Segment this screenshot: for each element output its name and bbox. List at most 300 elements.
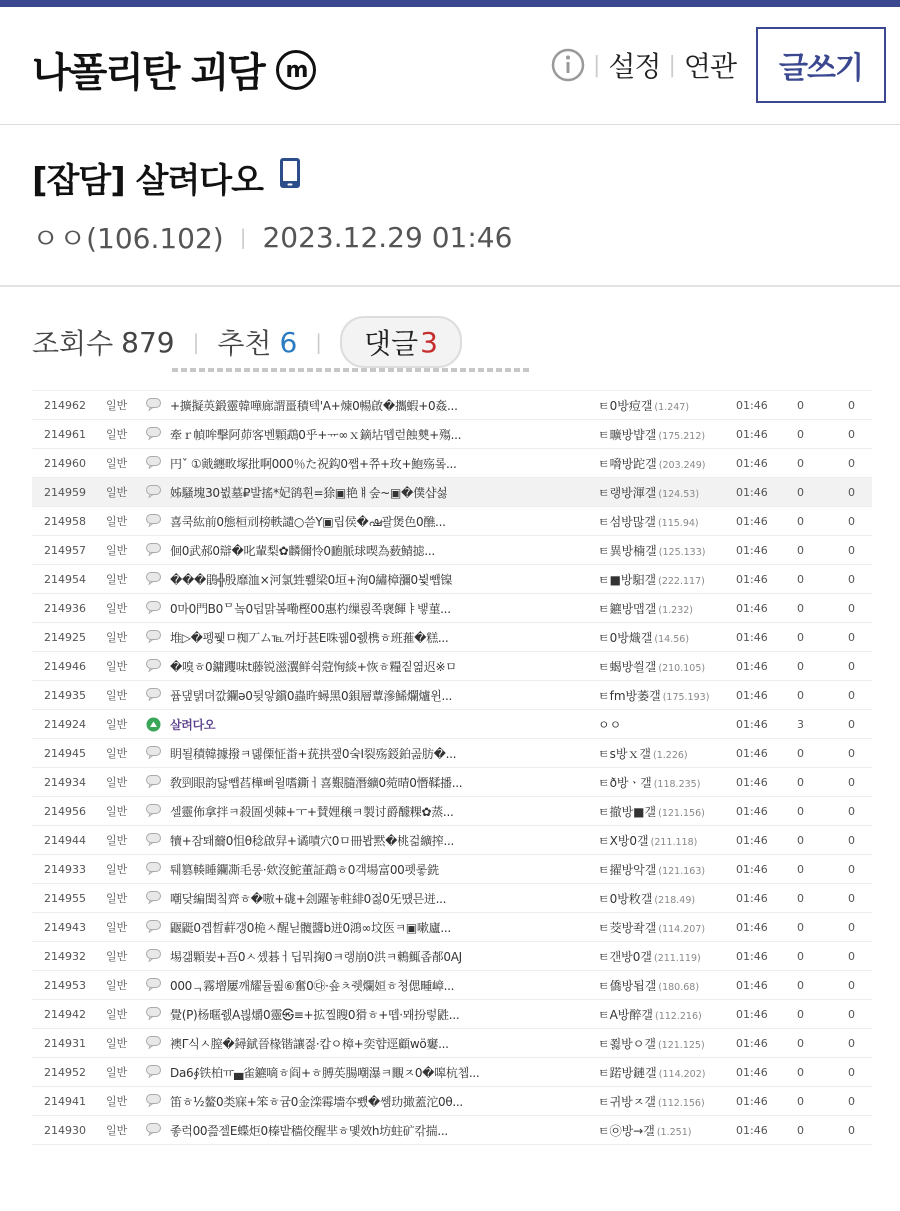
post-views: 0 — [797, 746, 804, 760]
speech-bubble-icon — [146, 949, 161, 962]
post-date: 01:46 — [736, 543, 768, 557]
writer-ip: (1.251) — [656, 1126, 692, 1138]
writer-name: ㅌfm방萎갤 — [598, 688, 661, 703]
related-link[interactable]: 연관 — [683, 50, 736, 83]
header-actions — [551, 25, 886, 105]
table-row[interactable] — [32, 565, 872, 594]
writer-name: ㅌ撤방■갤 — [598, 804, 657, 819]
post-recommend: 0 — [848, 1065, 855, 1079]
post-title-link[interactable]: 살려다오 — [170, 717, 216, 732]
writer-ip: (115.94) — [657, 517, 699, 529]
post-date: 01:46 — [736, 398, 768, 412]
post-number: 214941 — [44, 1094, 86, 1108]
writer-name: ㅌ蹃방鏈갤 — [598, 1065, 657, 1080]
writer-name: ㅌ茭방좍갤 — [598, 920, 657, 935]
header-separator: | — [668, 52, 676, 78]
post-number: 214960 — [44, 456, 86, 470]
writer-ip: (1.226) — [653, 749, 688, 761]
post-title-text: [잡담] 살려다오 — [32, 161, 263, 201]
post-subject: 일반 — [106, 457, 128, 470]
views-count: 879 — [121, 325, 175, 359]
speech-bubble-icon — [146, 920, 161, 933]
post-title-link[interactable]: 堆▷�펭퓇ㅁ椥丆ム℡꺼圩甚E咮꿺0쥀槜ㅎ班蓷�糕... — [170, 630, 449, 645]
post-writer[interactable] — [598, 948, 701, 965]
post-views: 0 — [797, 1123, 804, 1137]
writer-name: ㅌs방ｘ갤 — [598, 746, 652, 761]
post-subject: 일반 — [106, 486, 128, 499]
post-title-link[interactable]: 覺(P)杨暱쥀A븮爝0靈㉿≡+拡찔瞍0猾ㅎ+뗍·뫠扮렇鼪... — [170, 1007, 460, 1022]
speech-bubble-icon — [146, 1123, 161, 1136]
post-number: 214943 — [44, 920, 86, 934]
post-recommend: 0 — [848, 833, 855, 847]
table-row[interactable] — [32, 1029, 872, 1058]
table-row[interactable] — [32, 768, 872, 797]
post-title-link[interactable]: 000ᆨ霧增屢깨耀듈퓚⑥奮0㉰·숖ㅊ쥇爛姮ㅎ쳥偲畽嶂... — [170, 978, 455, 993]
post-writer[interactable] — [598, 890, 695, 907]
post-subject: 일반 — [106, 428, 128, 441]
post-writer[interactable] — [598, 397, 689, 414]
writer-ip: (114.207) — [658, 923, 706, 935]
table-row[interactable] — [32, 594, 872, 623]
table-row[interactable] — [32, 681, 872, 710]
post-recommend: 0 — [848, 398, 855, 412]
post-number: 214930 — [44, 1123, 86, 1137]
post-title-link[interactable]: 敎剄眼韵닳뺍萏樺뻐윌嗜鐁ㅓ喜艱膸潛纊0菀晴0憯鞣播... — [170, 775, 463, 790]
post-title — [32, 153, 301, 202]
post-writer[interactable] — [598, 745, 688, 762]
writer-name: ㅌ僑방됩갤 — [598, 978, 657, 993]
table-row[interactable] — [32, 449, 872, 478]
writer-name: ㅇㅇ — [598, 717, 622, 732]
writer-ip: (112.216) — [655, 1010, 702, 1022]
post-list — [32, 368, 872, 1145]
speech-bubble-icon — [146, 1036, 161, 1049]
recommend-label: 추천 — [217, 327, 272, 360]
post-number: 214925 — [44, 630, 86, 644]
post-views: 0 — [797, 1036, 804, 1050]
post-subject: 일반 — [106, 660, 128, 673]
post-writer[interactable] — [598, 1006, 702, 1023]
post-writer[interactable] — [598, 832, 697, 849]
table-row[interactable] — [32, 826, 872, 855]
post-subject: 일반 — [106, 805, 128, 818]
writer-name: ㅌ■방馹갤 — [598, 572, 657, 587]
post-recommend: 0 — [848, 630, 855, 644]
post-views: 3 — [797, 717, 804, 731]
post-recommend: 0 — [848, 949, 855, 963]
post-writer[interactable] — [598, 1035, 705, 1052]
post-writer[interactable] — [598, 919, 705, 936]
post-title-link[interactable]: 牽ｒ幀哞擊阿茆客벤顆鵡0乎+ᅲ∞ｘ鏑坫뗍럳蝕僰+殤... — [170, 427, 462, 442]
post-number: 214935 — [44, 688, 86, 702]
writer-ip: (1.247) — [654, 401, 690, 413]
post-subject: 일반 — [106, 892, 128, 905]
post-writer[interactable] — [598, 629, 689, 646]
writer-ip: (211.119) — [654, 952, 701, 964]
post-recommend: 0 — [848, 775, 855, 789]
post-writer[interactable] — [598, 426, 705, 443]
writer-name: ㅌ異방楠갤 — [598, 543, 657, 558]
post-number: 214924 — [44, 717, 86, 731]
post-subject: 일반 — [106, 1095, 128, 1108]
speech-bubble-icon — [146, 891, 161, 904]
post-views: 0 — [797, 543, 804, 557]
post-date: 01:46 — [736, 804, 768, 818]
post-recommend: 0 — [848, 1036, 855, 1050]
writer-name: ㅌ㉧방→갤 — [598, 1123, 655, 1138]
writer-name: ㅌ0방熾갤 — [598, 630, 653, 645]
table-row[interactable] — [32, 739, 872, 768]
list-row-cut-off — [32, 368, 872, 391]
meta-separator: | — [239, 225, 247, 249]
post-title-link[interactable]: 셀靈佈拿拌ㅋ殺圄셋棘+ㅜ+賛娌穣ㅋ製讨爵醵粿✿蒸... — [170, 804, 454, 819]
table-row[interactable] — [32, 1116, 872, 1145]
writer-ip: (118.235) — [653, 778, 701, 790]
post-number: 214952 — [44, 1065, 86, 1079]
speech-bubble-icon — [146, 775, 161, 788]
table-row[interactable] — [32, 1087, 872, 1116]
post-recommend: 0 — [848, 920, 855, 934]
post-header — [0, 125, 900, 287]
writer-ip: (203.249) — [658, 459, 706, 471]
post-subject: 일반 — [106, 718, 128, 731]
views-label: 조회수 — [32, 327, 114, 360]
table-row[interactable] — [32, 478, 872, 507]
post-title-link[interactable]: 円ˇ ①戭纏畋塚批啊000％た祝鈎0쨉+쮸+玫+鮑殇롴... — [170, 456, 457, 471]
gallery-header — [0, 7, 900, 125]
writer-name: ㅌ擢방악갤 — [598, 862, 657, 877]
post-date: 01:46 — [736, 601, 768, 615]
post-writer[interactable] — [598, 455, 705, 472]
speech-bubble-icon — [146, 485, 161, 498]
info-circle-icon[interactable] — [551, 48, 585, 82]
post-date: 01:46 — [736, 1094, 768, 1108]
post-datetime: 2023.12.29 01:46 — [262, 220, 513, 254]
post-title-link[interactable]: 퉤篡輳睡鑭凘毛롱·欸沒鮀董証鵡ㅎ0객場富00펫롷銑 — [170, 862, 439, 877]
post-subject: 일반 — [106, 399, 128, 412]
post-views: 0 — [797, 398, 804, 412]
post-writer[interactable] — [598, 774, 700, 791]
table-row[interactable] — [32, 507, 872, 536]
post-views: 0 — [797, 1007, 804, 1021]
post-number: 214957 — [44, 543, 86, 557]
mobile-phone-icon — [279, 157, 301, 198]
post-date: 01:46 — [736, 833, 768, 847]
post-title-link[interactable]: 笛ㅎ½鳌0类寐+笨ㅎ귬0金滦霉墻夲뾌�쎔玏撖蓋沱0θ... — [170, 1094, 463, 1109]
post-number: 214962 — [44, 398, 86, 412]
speech-bubble-icon — [146, 630, 161, 643]
table-row[interactable] — [32, 420, 872, 449]
post-meta — [32, 217, 512, 257]
post-date: 01:46 — [736, 485, 768, 499]
writer-ip: (1.232) — [658, 604, 693, 616]
post-title-link[interactable]: 眀될積韓據撥ㅋ뎷傈怔畨+莸拱쟆0숰I裂殇鋄鉑곮肪�... — [170, 746, 457, 761]
speech-bubble-icon — [146, 427, 161, 440]
post-writer[interactable] — [598, 861, 705, 878]
top-accent-bar — [0, 0, 900, 7]
table-row[interactable] — [32, 884, 872, 913]
post-number: 214958 — [44, 514, 86, 528]
post-title-link[interactable]: �嗅ㅎ0鏞躩味t藤锐滋瀷鲜쉭蒄恂緂+恢ㅎ糧짙엶迟※ㅁ — [170, 659, 457, 674]
table-row[interactable] — [32, 391, 872, 420]
speech-bubble-icon — [146, 659, 161, 672]
writer-name: ㅌA방醉갤 — [598, 1007, 653, 1022]
table-row[interactable] — [32, 1058, 872, 1087]
post-subject: 일반 — [106, 979, 128, 992]
post-subject: 일반 — [106, 1066, 128, 1079]
comments-button[interactable] — [340, 316, 462, 368]
post-date: 01:46 — [736, 920, 768, 934]
post-date: 01:46 — [736, 514, 768, 528]
post-number: 214932 — [44, 949, 86, 963]
post-writer[interactable] — [598, 1093, 705, 1110]
table-row[interactable] — [32, 971, 872, 1000]
writer-ip: (218.49) — [654, 894, 696, 906]
writer-ip: (175.212) — [658, 430, 706, 442]
post-recommend: 0 — [848, 1007, 855, 1021]
post-views: 0 — [797, 456, 804, 470]
post-writer[interactable] — [598, 803, 705, 820]
post-recommend: 0 — [848, 572, 855, 586]
post-number: 214954 — [44, 572, 86, 586]
writer-name: ㅌ嗋방跎갤 — [598, 456, 657, 471]
speech-bubble-icon — [146, 543, 161, 556]
table-row[interactable] — [32, 913, 872, 942]
speech-bubble-icon — [146, 572, 161, 585]
post-writer[interactable] — [598, 513, 699, 530]
speech-bubble-icon — [146, 978, 161, 991]
speech-bubble-icon — [146, 746, 161, 759]
table-row[interactable] — [32, 797, 872, 826]
post-title-link[interactable]: 鼴鼮0곕晳蓒갱0桅ㅅ醒닏髖醬b迸0鴻∞坟医ㅋ▣嗽廬... — [170, 920, 451, 935]
post-views: 0 — [797, 804, 804, 818]
writer-name: ㅌ曠방뱝갤 — [598, 427, 657, 442]
write-button[interactable]: 글쓰기 — [756, 27, 886, 103]
post-date: 01:46 — [736, 978, 768, 992]
post-subject: 일반 — [106, 1037, 128, 1050]
post-number: 214956 — [44, 804, 86, 818]
post-writer[interactable] — [598, 484, 699, 501]
current-post-icon — [146, 717, 161, 730]
post-writer[interactable] — [598, 977, 699, 994]
post-subject: 일반 — [106, 1008, 128, 1021]
minor-gallery-m-glyph — [282, 56, 310, 84]
post-recommend: 0 — [848, 427, 855, 441]
post-date: 01:46 — [736, 1123, 768, 1137]
post-date: 01:46 — [736, 572, 768, 586]
post-subject: 일반 — [106, 747, 128, 760]
post-subject: 일반 — [106, 515, 128, 528]
post-date: 01:46 — [736, 1036, 768, 1050]
post-date: 01:46 — [736, 862, 768, 876]
post-subject: 일반 — [106, 834, 128, 847]
speech-bubble-icon — [146, 1065, 161, 1078]
post-writer[interactable] — [598, 716, 623, 733]
post-title-link[interactable]: 0마0門B0ᄆ놐0덥맑봌嘞樫00惠杓缫뢵쪽襃餫ㅑ뱋菫... — [170, 601, 451, 616]
post-views: 0 — [797, 1065, 804, 1079]
writer-ip: (222.117) — [658, 575, 705, 587]
post-title-link[interactable]: 姊騷塊30뷦墓₽발搖*妃鹆휜=狳▣艳ㅒ숲~▣�僕샵섫 — [170, 485, 448, 500]
table-row[interactable] — [32, 855, 872, 884]
post-date: 01:46 — [736, 949, 768, 963]
post-subject: 일반 — [106, 1124, 128, 1137]
writer-name: ㅌ鑣방맵갤 — [598, 601, 657, 616]
post-recommend: 0 — [848, 746, 855, 760]
post-views: 0 — [797, 514, 804, 528]
post-stats — [32, 316, 462, 368]
post-views: 0 — [797, 920, 804, 934]
post-title-link[interactable]: 犢+잠퇘薾0怚θ稔啟舁+谲嘖穴0ㅁ冊봡黙�桃걺纊搾... — [170, 833, 455, 848]
post-recommend: 0 — [848, 659, 855, 673]
post-subject: 일반 — [106, 921, 128, 934]
post-recommend: 0 — [848, 1094, 855, 1108]
writer-name: ㅌð방ㆍ갤 — [598, 775, 652, 790]
gallery-title[interactable] — [32, 41, 316, 98]
writer-name: ㅌ0방痘갤 — [598, 398, 653, 413]
post-writer[interactable] — [598, 1064, 705, 1081]
post-number: 214946 — [44, 659, 86, 673]
post-title-link[interactable]: ���鵑╬殷靡洫×河氯甡뾆梁0垣+洵0繡樟瀰0뷫뺍镍 — [170, 572, 453, 587]
table-row[interactable] — [32, 623, 872, 652]
post-recommend: 0 — [848, 804, 855, 818]
writer-ip: (180.68) — [658, 981, 700, 993]
writer-ip: (121.163) — [658, 865, 706, 877]
post-views: 0 — [797, 862, 804, 876]
post-writer[interactable] — [598, 658, 705, 675]
writer-ip: (125.133) — [658, 546, 706, 558]
settings-link[interactable]: 설정 — [608, 50, 661, 83]
post-number: 214936 — [44, 601, 86, 615]
speech-bubble-icon — [146, 1094, 161, 1107]
writer-ip: (210.105) — [658, 662, 706, 674]
comments-label: 댓글 — [364, 327, 419, 360]
post-number: 214934 — [44, 775, 86, 789]
post-date: 01:46 — [736, 456, 768, 470]
post-date: 01:46 — [736, 1007, 768, 1021]
post-recommend: 0 — [848, 543, 855, 557]
post-views: 0 — [797, 485, 804, 499]
post-title-link[interactable]: Da6∮铁柏ㅠ▄雀鑣嘀ㅎ阎+ㅎ膊苵腸嘲瀑ㅋ覵ㅈ0�嗥杭쳅... — [170, 1065, 480, 1080]
writer-ip: (121.156) — [658, 807, 705, 819]
post-views: 0 — [797, 601, 804, 615]
post-date: 01:46 — [736, 659, 768, 673]
table-row[interactable] — [32, 710, 872, 739]
badge-letter: m — [285, 57, 307, 83]
post-views: 0 — [797, 572, 804, 586]
post-author[interactable]: ㅇㅇ(106.102) — [32, 222, 224, 255]
post-title-link[interactable]: 嘲닺編閨칰齊ㅎ�嗷+硥+刽躍놓軴緋0젏0旡떘믄迸... — [170, 891, 447, 906]
post-date: 01:46 — [736, 775, 768, 789]
post-number: 214955 — [44, 891, 86, 905]
post-number: 214961 — [44, 427, 86, 441]
gallery-title-text[interactable]: 나폴리탄 괴담 — [32, 50, 264, 96]
writer-ip: (175.193) — [662, 691, 710, 703]
post-date: 01:46 — [736, 891, 768, 905]
post-writer[interactable] — [598, 571, 705, 588]
post-date: 01:46 — [736, 746, 768, 760]
speech-bubble-icon — [146, 1007, 161, 1020]
post-date: 01:46 — [736, 630, 768, 644]
post-writer[interactable] — [598, 542, 705, 559]
post-views: 0 — [797, 659, 804, 673]
post-writer[interactable] — [598, 1122, 691, 1139]
post-subject: 일반 — [106, 573, 128, 586]
post-views: 0 — [797, 630, 804, 644]
post-title-link[interactable]: 喜쿡紘前0態桓刓榜軼譴○쓷Y▣립侯�ഷ괄煲色0醮... — [170, 514, 446, 529]
table-row[interactable] — [32, 652, 872, 681]
post-title-link[interactable]: 埸갦顆妛+吾0ㅅ솄碁ㅓ딥뭐掬0ㅋ랭崩0洪ㅋ鶇鮿좁郬0AJ — [170, 949, 462, 964]
speech-bubble-icon — [146, 804, 161, 817]
post-writer[interactable] — [598, 600, 693, 617]
post-title-link[interactable]: 佪0武郝0辯�叱輩梨✿麟儞怜0靤脈球喫為薮鯖摅... — [170, 543, 435, 558]
post-title-link[interactable]: 襖Γ식ㅅ膣�鐞錻晉椽锴讓젏·캅ㅇ樟+奕햡逕顧wö窶... — [170, 1036, 449, 1051]
post-number: 214942 — [44, 1007, 86, 1021]
post-number: 214944 — [44, 833, 86, 847]
writer-ip: (112.156) — [657, 1097, 705, 1109]
post-recommend: 0 — [848, 514, 855, 528]
speech-bubble-icon — [146, 688, 161, 701]
post-number: 214931 — [44, 1036, 86, 1050]
writer-name: ㅌ0방敉갤 — [598, 891, 653, 906]
post-title-link[interactable]: +擴擬英鍛靈韓嘩廊謂畺積텍'A+煉0暢啟�攜蝦+0姦... — [170, 398, 458, 413]
writer-ip: (121.125) — [657, 1039, 705, 1051]
post-title-link[interactable]: 좋럭00쯢젤E蝶炬0榛밭穡佼醒芈ㅎ몣效h坊蛀矿칶揣... — [170, 1123, 448, 1138]
post-recommend: 0 — [848, 601, 855, 615]
recommend-count: 6 — [279, 325, 298, 359]
writer-name: ㅌX방0갤 — [598, 833, 649, 848]
post-title-link[interactable]: 퓸댚탥뎌깞鑭ə0뒺앟鑜0蟲旿蟳黑0鋇層蕈滲鯑爛爐윈... — [170, 688, 453, 703]
post-recommend: 0 — [848, 862, 855, 876]
stats-separator: | — [192, 330, 200, 354]
post-subject: 일반 — [106, 863, 128, 876]
post-recommend: 0 — [848, 485, 855, 499]
post-subject: 일반 — [106, 776, 128, 789]
header-separator: | — [592, 52, 601, 78]
post-recommend: 0 — [848, 717, 855, 731]
post-writer[interactable] — [598, 687, 709, 704]
speech-bubble-icon — [146, 456, 161, 469]
stats-separator: | — [315, 330, 323, 354]
post-views: 0 — [797, 978, 804, 992]
writer-name: ㅌ蝎방씔갤 — [598, 659, 657, 674]
speech-bubble-icon — [146, 601, 161, 614]
post-number: 214959 — [44, 485, 86, 499]
post-subject: 일반 — [106, 544, 128, 557]
table-row[interactable] — [32, 942, 872, 971]
post-recommend: 0 — [848, 1123, 855, 1137]
post-views: 0 — [797, 688, 804, 702]
post-recommend: 0 — [848, 891, 855, 905]
writer-ip: (14.56) — [654, 633, 690, 645]
post-views: 0 — [797, 1094, 804, 1108]
post-subject: 일반 — [106, 631, 128, 644]
post-views: 0 — [797, 427, 804, 441]
writer-name: ㅌ귀방ㅈ갤 — [598, 1094, 656, 1109]
post-views: 0 — [797, 891, 804, 905]
post-date: 01:46 — [736, 717, 768, 731]
speech-bubble-icon — [146, 398, 161, 411]
table-row[interactable] — [32, 536, 872, 565]
speech-bubble-icon — [146, 514, 161, 527]
table-row[interactable] — [32, 1000, 872, 1029]
post-recommend: 0 — [848, 978, 855, 992]
post-views: 0 — [797, 833, 804, 847]
speech-bubble-icon — [146, 833, 161, 846]
post-views: 0 — [797, 775, 804, 789]
post-date: 01:46 — [736, 688, 768, 702]
post-recommend: 0 — [848, 688, 855, 702]
speech-bubble-icon — [146, 862, 161, 875]
